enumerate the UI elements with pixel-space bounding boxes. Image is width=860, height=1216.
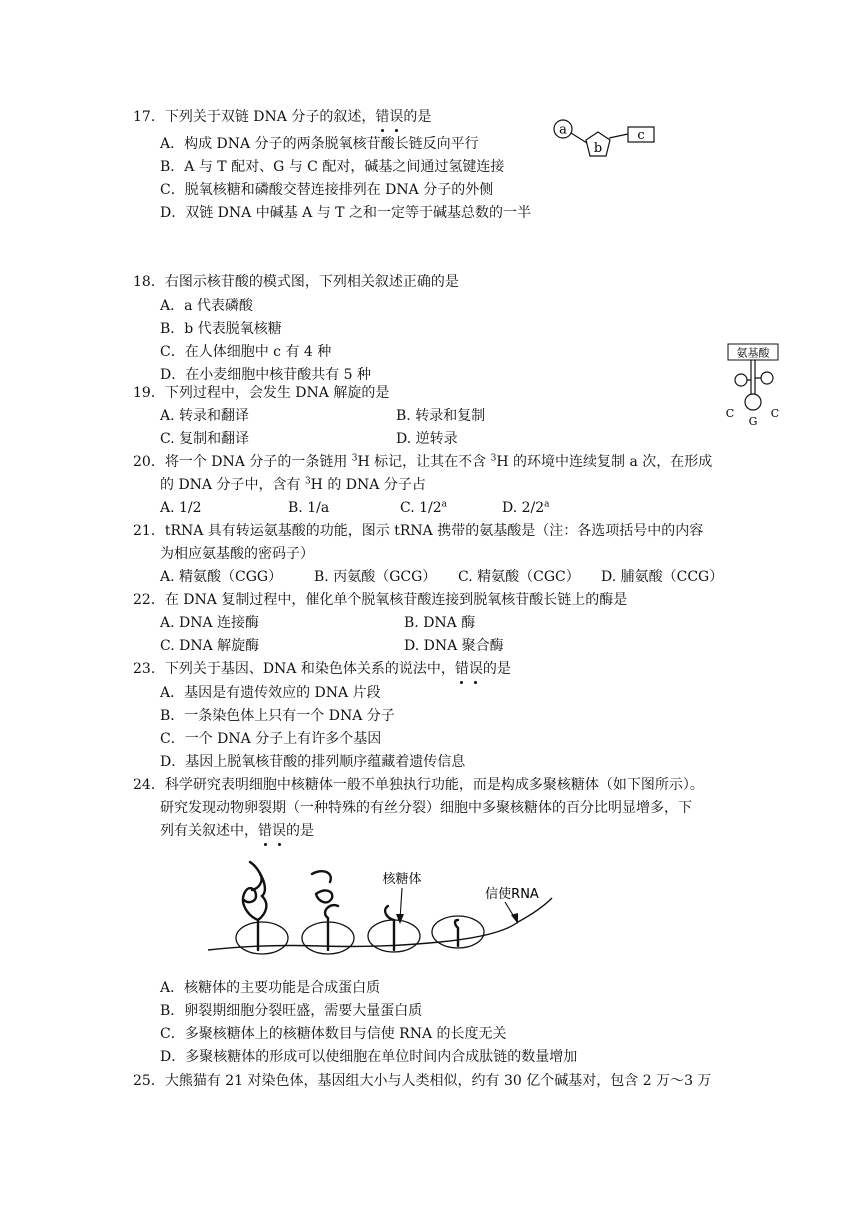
- q18-option-d: D．在小麦细胞中核苷酸共有 5 种: [160, 367, 372, 383]
- q22-option-c: C. DNA 解旋酶: [160, 638, 260, 654]
- q23-option-b: B．一条染色体上只有一个 DNA 分子: [160, 708, 395, 724]
- ribosome-1: [236, 922, 288, 954]
- q17-option-c: C．脱氧核糖和磷酸交替连接排列在 DNA 分子的外侧: [160, 182, 494, 198]
- q17-option-a: A．构成 DNA 分子的两条脱氧核苷酸长链反向平行: [160, 136, 479, 152]
- q23-option-a: A．基因是有遗传效应的 DNA 片段: [160, 685, 381, 701]
- q17-option-d: D．双链 DNA 中碱基 A 与 T 之和一定等于碱基总数的一半: [160, 205, 531, 221]
- q24-line-3: 列有关叙述中，错误的是: [160, 823, 314, 839]
- q19-option-b: B. 转录和复制: [396, 408, 486, 424]
- q23-option-c: C．一个 DNA 分子上有许多个基因: [160, 731, 382, 747]
- nucleotide-diagram: [550, 118, 660, 166]
- q21-option-a: A. 精氨酸（CGG）: [160, 569, 283, 585]
- q22-option-a: A. DNA 连接酶: [160, 615, 260, 631]
- q20-option-a: A. 1/2: [160, 500, 202, 516]
- label-a: a: [559, 122, 567, 138]
- q24-option-d: D．多聚核糖体的形成可以使细胞在单位时间内合成肽链的数量增加: [160, 1049, 578, 1065]
- anticodon-loop: [745, 394, 761, 410]
- trna-diagram: [718, 342, 788, 430]
- anticodon-g: G: [748, 415, 758, 428]
- q22-stem: 22．在 DNA 复制过程中，催化单个脱氧核苷酸连接到脱氧核苷酸长链上的酶是: [133, 592, 628, 608]
- anticodon-c2: C: [770, 407, 780, 420]
- q24-option-a: A．核糖体的主要功能是合成蛋白质: [160, 980, 381, 996]
- peptide-chain-1: [243, 862, 266, 950]
- q19-option-a: A. 转录和翻译: [160, 408, 250, 424]
- q21-option-c: C. 精氨酸（CGC）: [458, 569, 580, 585]
- q19-stem: 19．下列过程中，会发生 DNA 解旋的是: [133, 385, 390, 401]
- q24-line-1: 24．科学研究表明细胞中核糖体一般不单独执行功能，而是构成多聚核糖体（如下图所示）。: [133, 777, 704, 793]
- mrna-label: 信使RNA: [485, 887, 539, 902]
- q19-option-c: C. 复制和翻译: [160, 431, 250, 447]
- q25-line-1: 25．大熊猫有 21 对染色体，基因组大小与人类相似，约有 30 亿个碱基对，包含 2 万～3 万: [133, 1073, 712, 1089]
- q20-option-b: B. 1/a: [288, 500, 330, 516]
- q22-option-d: D. DNA 聚合酶: [404, 638, 504, 654]
- trna-right-loop: [761, 372, 773, 384]
- q20-line-2: 的 DNA 分子中，含有 $^3$H 的 DNA 分子占: [160, 476, 426, 493]
- q20-line-1: 20．将一个 DNA 分子的一条链用 $^3$H 标记，让其在不含 $^3$H 的环境中连续复制 a 次，在形成: [133, 453, 713, 470]
- q24-option-c: C．多聚核糖体上的核糖体数目与信使 RNA 的长度无关: [160, 1026, 507, 1042]
- label-c: c: [637, 128, 645, 143]
- q22-option-b: B. DNA 酶: [404, 615, 476, 631]
- q21-line-2: 为相应氨基酸的密码子）: [160, 546, 314, 562]
- q23-option-d: D．基因上脱氧核苷酸的排列顺序蕴藏着遗传信息: [160, 754, 466, 770]
- label-b: b: [593, 141, 603, 156]
- q19-option-d: D. 逆转录: [396, 431, 458, 447]
- q18-option-a: A．a 代表磷酸: [160, 298, 253, 314]
- q18-option-b: B．b 代表脱氧核糖: [160, 321, 282, 337]
- q18-stem: 18．右图示核苷酸的模式图，下列相关叙述正确的是: [133, 274, 459, 290]
- peptide-chain-2: [312, 871, 338, 950]
- trna-left-loop: [735, 374, 747, 386]
- q17-stem: 17．下列关于双链 DNA 分子的叙述，错误的是: [133, 109, 432, 125]
- q21-line-1: 21．tRNA 具有转运氨基酸的功能，图示 tRNA 携带的氨基酸是（注：各选项括号中的内容: [133, 523, 704, 539]
- q24-option-b: B．卵裂期细胞分裂旺盛，需要大量蛋白质: [160, 1003, 423, 1019]
- polysome-diagram: [200, 850, 570, 968]
- q17-option-b: B．A 与 T 配对、G 与 C 配对，碱基之间通过氢键连接: [160, 159, 505, 175]
- q21-option-d: D. 脯氨酸（CCG）: [601, 569, 724, 585]
- q24-line-2: 研究发现动物卵裂期（一种特殊的有丝分裂）细胞中多聚核糖体的百分比明显增多，下: [160, 800, 692, 816]
- q21-option-b: B. 丙氨酸（GCG）: [314, 569, 437, 585]
- q18-option-c: C．在人体细胞中 c 有 4 种: [160, 344, 332, 360]
- peptide-chain-3: [385, 906, 394, 950]
- amino-acid-label: 氨基酸: [736, 346, 770, 360]
- q20-option-c: C. 1/2$^a$: [400, 499, 448, 516]
- peptide-chain-4: [455, 920, 458, 946]
- anticodon-c1: C: [725, 407, 735, 420]
- mrna-strand: [208, 898, 552, 950]
- q20-option-d: D. 2/2$^a$: [502, 499, 550, 516]
- ribosome-label: 核糖体: [382, 872, 422, 887]
- q23-stem: 23．下列关于基因、DNA 和染色体关系的说法中，错误的是: [133, 661, 511, 677]
